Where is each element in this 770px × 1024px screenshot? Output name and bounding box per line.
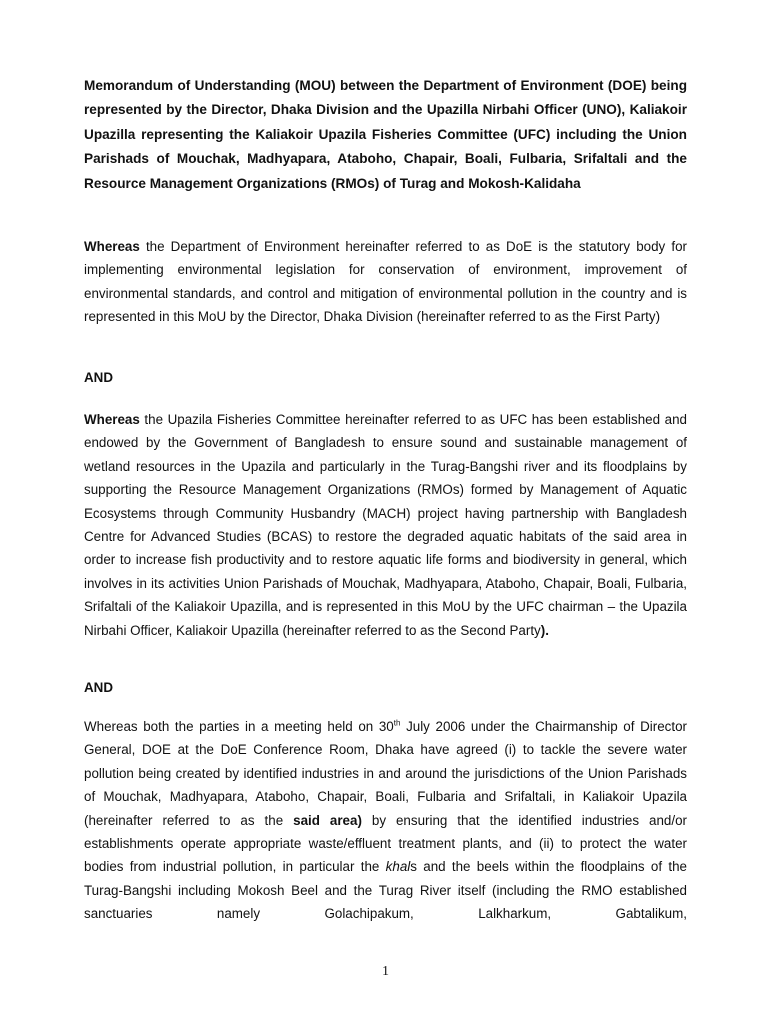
closing-punctuation: ). [540, 622, 549, 638]
said-area-term: said area) [293, 812, 362, 828]
and-separator: AND [84, 370, 114, 385]
paragraph-text: the Department of Environment hereinafter referred to as DoE is the statutory body for implementing environmental legislation for conservation of environment, improvement of environmental standards, and control and mitigation of environmental pollution in the country and is represented in this MoU by the Director, Dhaka Division (hereinafter referred to as the First Party) [84, 239, 687, 325]
paragraph-text: by ensuring that the identified industries and/or establishments operate appropriate waste/effluent treatment plants, and (ii) to protect the water bodies from industrial pollution, in particular the [84, 812, 688, 875]
paragraph-first-party [84, 235, 687, 329]
document-page [84, 0, 687, 1024]
paragraph-text: the Upazila Fisheries Committee hereinafter referred to as UFC has been established and endowed by the Government of Bangladesh to ensure sound and sustainable management of wetland resources in the Upazila and particularly in the Turag-Bangshi river and its floodplains by supporting the Resource Management Organizations (RMOs) formed by Management of Aquatic Ecosystems through Community Husbandry (MACH) project having partnership with Bangladesh Centre for Advanced Studies (BCAS) to restore the degraded aquatic habitats of the said area in order to increase fish productivity and to restore aquatic life forms and biodiversity in general, which involves in its activities Union Parishads of Mouchak, Madhyapara, Ataboho, Chapair, Boali, Fulbaria, Srifaltali of the Kaliakoir Upazilla, and is represented in this MoU by the UFC chairman – the Upazila Nirbahi Officer, Kaliakoir Upazilla (hereinafter referred to as the Second Party [84, 412, 687, 638]
document-title: Memorandum of Understanding (MOU) between the Department of Environment (DOE) being represented by the Director, Dhaka Division and the Upazilla Nirbahi Officer (UNO), Kaliakoir Upazilla representing the Kaliakoir Upazila Fisheries Committee (UFC) including the Union Parishads of Mouchak, Madhyapara, Ataboho, Chapair, Boali, Fulbaria, Srifaltali and the Resource Management Organizations (RMOs) of Turag and Mokosh-Kalidaha [84, 78, 687, 191]
whereas-lead: Whereas [84, 412, 140, 427]
paragraph-meeting-agreement [84, 715, 687, 926]
paragraph-text: July 2006 under the Chairmanship of Director General, DOE at the DoE Conference Room, Dhaka have agreed (i) to tackle the severe water pollution being created by identified industries in and around the jurisdictions of the Union Parishads of Mouchak, Madhyapara, Ataboho, Chapair, Boali, Fulbaria and Srifaltali, in Kaliakoir Upazila (hereinafter referred to as the [84, 719, 687, 828]
paragraph-text: Whereas both the parties in a meeting held on 30 [84, 719, 394, 734]
khal-term: khal [385, 859, 411, 875]
page-number: 1 [382, 964, 389, 979]
paragraph-second-party [84, 408, 687, 642]
whereas-lead: Whereas [84, 239, 140, 254]
ordinal-suffix: th [393, 718, 401, 728]
paragraph-text: s and the beels within the floodplains of the Turag-Bangshi including Mokosh Beel and the Turag River itself (including the RMO established sanctuaries namely Golachipakum, Lalkharkum, Gabtalikum, [84, 859, 687, 922]
and-separator: AND [84, 680, 114, 695]
